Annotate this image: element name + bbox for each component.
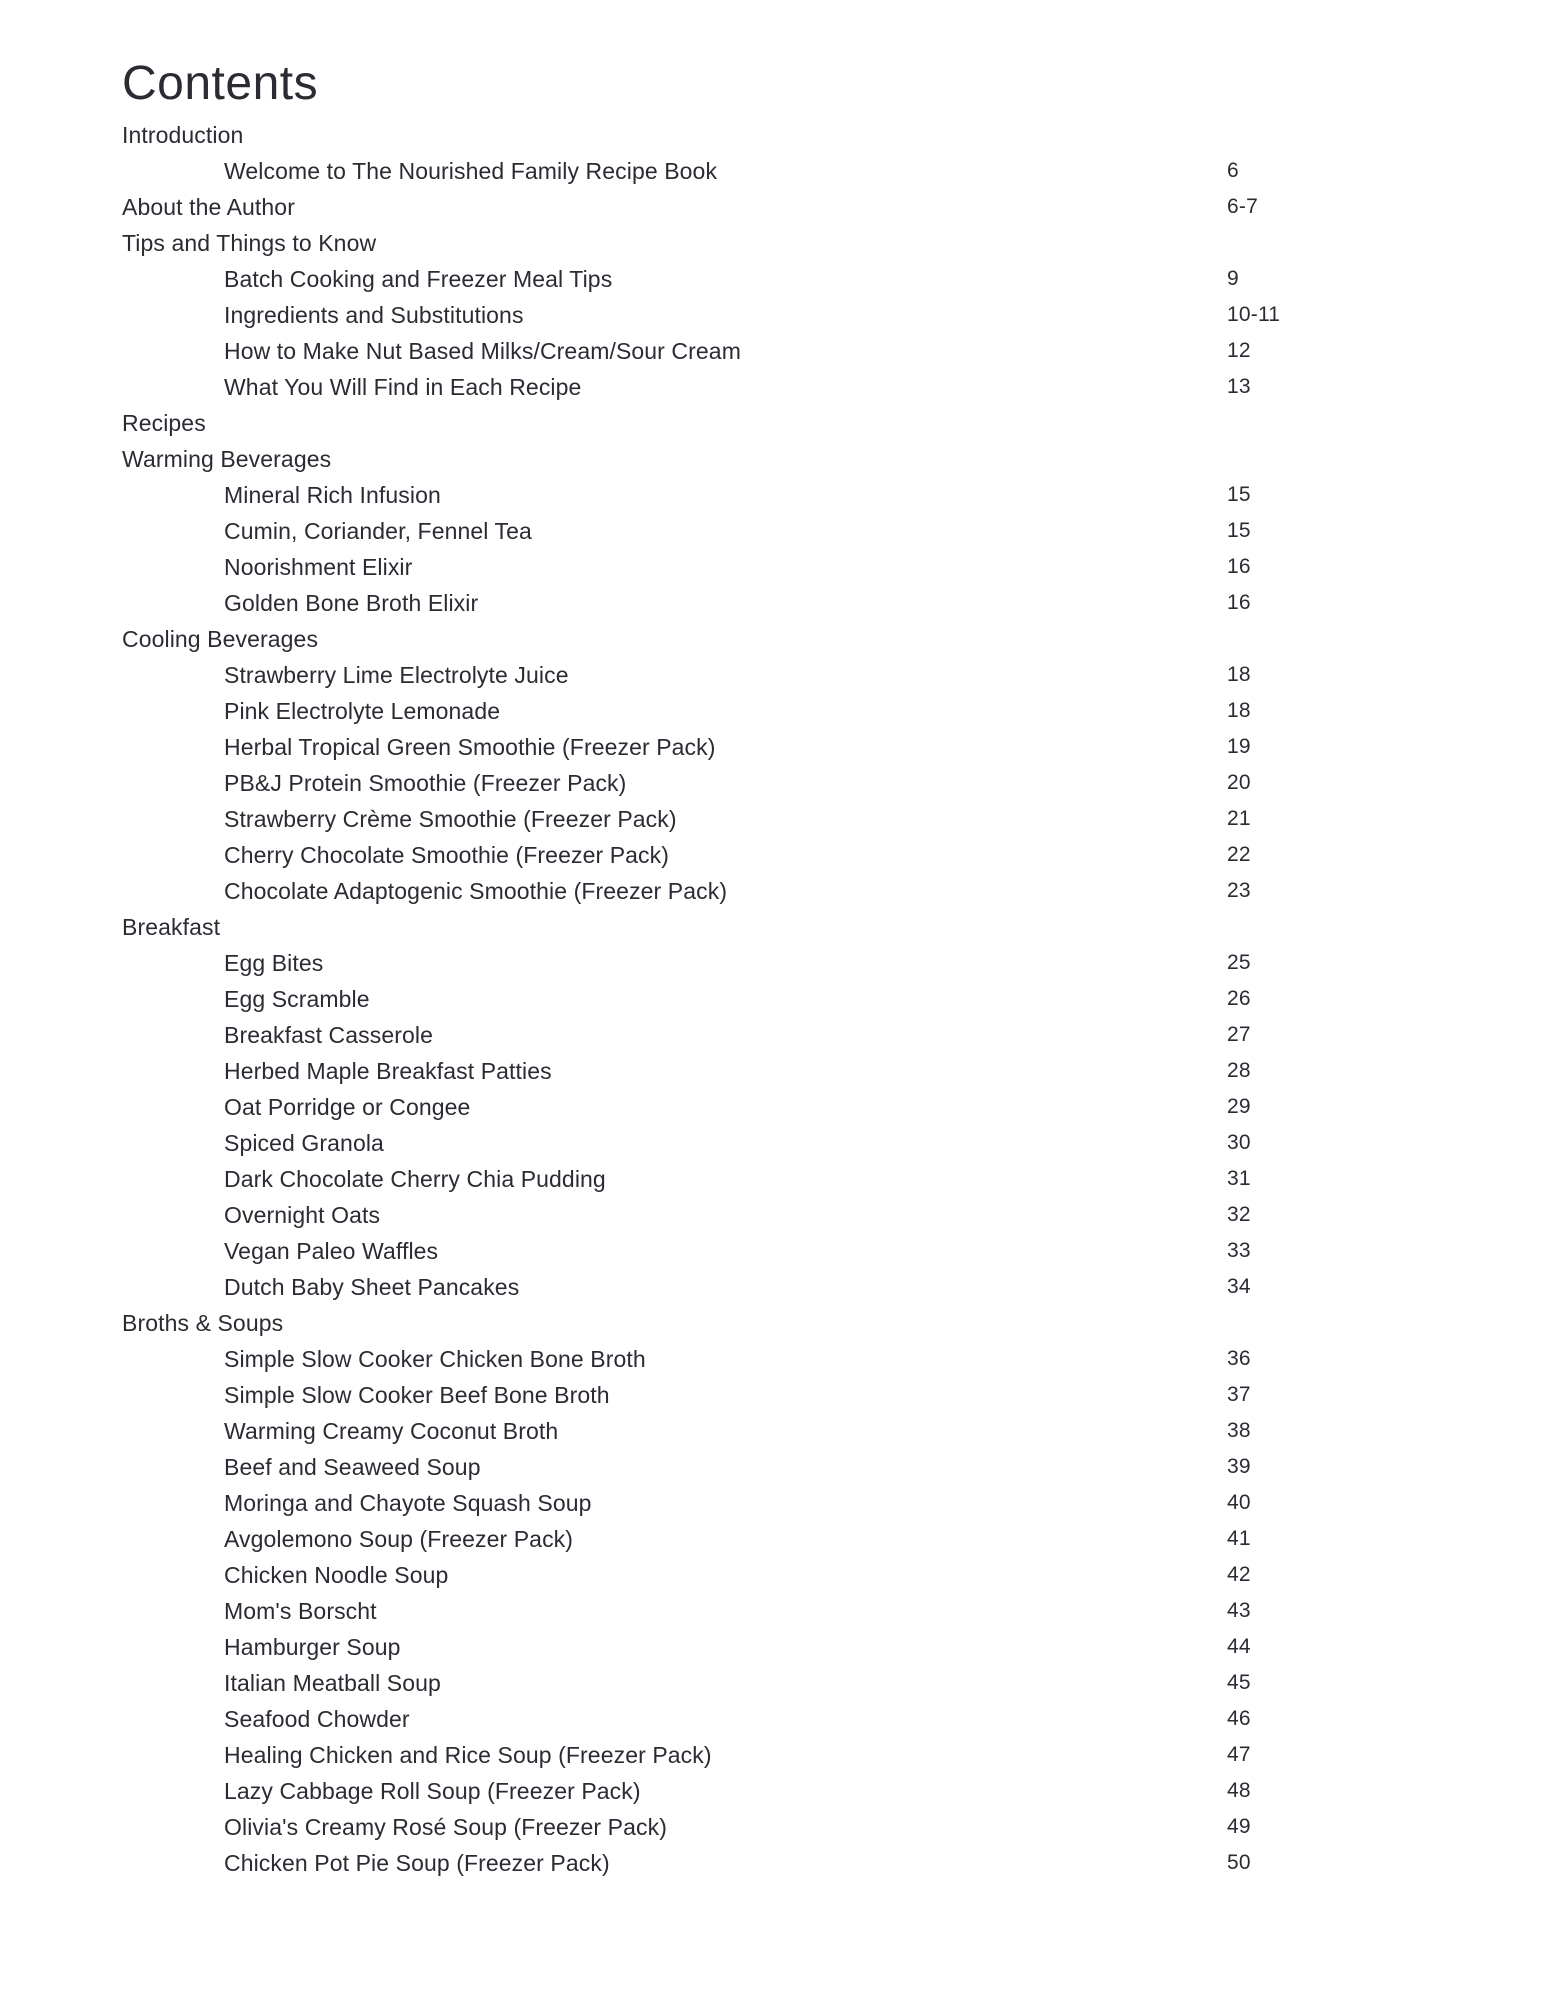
toc-entry-row[interactable] xyxy=(122,333,1395,369)
toc-entry-row[interactable] xyxy=(122,1269,1395,1305)
toc-page-number: 18 xyxy=(1227,662,1251,686)
toc-entry-label: Recipes xyxy=(122,409,206,436)
toc-page-number: 48 xyxy=(1227,1778,1251,1802)
toc-page-number: 22 xyxy=(1227,842,1251,866)
toc-entry-row[interactable] xyxy=(122,801,1395,837)
toc-page-number: 29 xyxy=(1227,1094,1251,1118)
toc-entry-label: Dutch Baby Sheet Pancakes xyxy=(224,1273,520,1300)
toc-page-number: 25 xyxy=(1227,950,1251,974)
toc-entry-label: Cooling Beverages xyxy=(122,625,319,652)
toc-entry-label: Oat Porridge or Congee xyxy=(224,1093,471,1120)
toc-entry-label: Egg Bites xyxy=(224,949,324,976)
toc-entry-label: How to Make Nut Based Milks/Cream/Sour Cream xyxy=(224,337,741,364)
toc-entry-label: Herbed Maple Breakfast Patties xyxy=(224,1057,552,1084)
toc-entry-label: Chocolate Adaptogenic Smoothie (Freezer Pack) xyxy=(224,877,728,904)
toc-page-number: 47 xyxy=(1227,1742,1251,1766)
toc-entry-label: Moringa and Chayote Squash Soup xyxy=(224,1489,592,1516)
toc-entry-row[interactable] xyxy=(122,1557,1395,1593)
toc-entry-row[interactable] xyxy=(122,513,1395,549)
toc-entry-row[interactable] xyxy=(122,1593,1395,1629)
toc-entry-row[interactable] xyxy=(122,729,1395,765)
toc-entry-label: Simple Slow Cooker Chicken Bone Broth xyxy=(224,1345,646,1372)
toc-entry-label: Strawberry Lime Electrolyte Juice xyxy=(224,661,569,688)
toc-entry-label: Golden Bone Broth Elixir xyxy=(224,589,479,616)
toc-entry-row[interactable] xyxy=(122,1233,1395,1269)
toc-entry-row[interactable] xyxy=(122,1341,1395,1377)
toc-entry-label: Noorishment Elixir xyxy=(224,553,413,580)
toc-entry-row[interactable] xyxy=(122,1125,1395,1161)
toc-page-number: 16 xyxy=(1227,554,1251,578)
toc-entry-row[interactable] xyxy=(122,1413,1395,1449)
toc-section-row[interactable] xyxy=(122,621,1395,657)
toc-page-number: 10-11 xyxy=(1227,302,1281,326)
toc-page-number: 33 xyxy=(1227,1238,1251,1262)
toc-page-number: 44 xyxy=(1227,1634,1251,1658)
toc-entry-label: Italian Meatball Soup xyxy=(224,1669,441,1696)
toc-entry-row[interactable] xyxy=(122,1845,1395,1881)
toc-section-row[interactable] xyxy=(122,117,1395,153)
toc-entry-label: Pink Electrolyte Lemonade xyxy=(224,697,501,724)
toc-page-number: 12 xyxy=(1227,338,1251,362)
toc-page-number: 32 xyxy=(1227,1202,1251,1226)
toc-entry-row[interactable] xyxy=(122,1773,1395,1809)
toc-entry-label: Breakfast Casserole xyxy=(224,1021,433,1048)
toc-entry-row[interactable] xyxy=(122,1701,1395,1737)
toc-section-row[interactable] xyxy=(122,1305,1395,1341)
toc-page-number: 39 xyxy=(1227,1454,1251,1478)
toc-page-number: 40 xyxy=(1227,1490,1251,1514)
toc-section-row[interactable] xyxy=(122,441,1395,477)
toc-page-number: 27 xyxy=(1227,1022,1251,1046)
toc-entry-label: Spiced Granola xyxy=(224,1129,384,1156)
toc-entry-label: Cumin, Coriander, Fennel Tea xyxy=(224,517,532,544)
toc-page-number: 49 xyxy=(1227,1814,1251,1838)
toc-entry-label: Hamburger Soup xyxy=(224,1633,401,1660)
toc-entry-row[interactable] xyxy=(122,1197,1395,1233)
toc-entry-row[interactable] xyxy=(122,945,1395,981)
toc-entry-label: Herbal Tropical Green Smoothie (Freezer Pack) xyxy=(224,733,716,760)
toc-page-number: 42 xyxy=(1227,1562,1251,1586)
toc-page-number: 20 xyxy=(1227,770,1251,794)
toc-section-row[interactable] xyxy=(122,225,1395,261)
toc-page-number: 31 xyxy=(1227,1166,1251,1190)
toc-entry-label: Dark Chocolate Cherry Chia Pudding xyxy=(224,1165,606,1192)
toc-section-row[interactable] xyxy=(122,909,1395,945)
toc-entry-row[interactable] xyxy=(122,1017,1395,1053)
toc-page-number: 6-7 xyxy=(1227,194,1258,218)
toc-page-number: 50 xyxy=(1227,1850,1251,1874)
toc-page-number: 13 xyxy=(1227,374,1251,398)
toc-entry-label: Overnight Oats xyxy=(224,1201,381,1228)
toc-entry-label: Chicken Noodle Soup xyxy=(224,1561,449,1588)
toc-entry-row[interactable] xyxy=(122,1089,1395,1125)
toc-entry-label: Warming Creamy Coconut Broth xyxy=(224,1417,559,1444)
toc-entry-label: Introduction xyxy=(122,121,244,148)
toc-entry-label: Batch Cooking and Freezer Meal Tips xyxy=(224,265,613,292)
toc-page-number: 19 xyxy=(1227,734,1251,758)
toc-page-number: 26 xyxy=(1227,986,1251,1010)
toc-page-number: 18 xyxy=(1227,698,1251,722)
toc-section-row[interactable] xyxy=(122,405,1395,441)
toc-entry-row[interactable] xyxy=(122,297,1395,333)
toc-entry-row[interactable] xyxy=(122,153,1395,189)
toc-entry-label: Simple Slow Cooker Beef Bone Broth xyxy=(224,1381,610,1408)
toc-page-number: 34 xyxy=(1227,1274,1251,1298)
toc-entry-row[interactable] xyxy=(122,765,1395,801)
toc-entry-label: Warming Beverages xyxy=(122,445,332,472)
toc-entry-row[interactable] xyxy=(122,693,1395,729)
toc-page-number: 6 xyxy=(1227,158,1239,182)
toc-entry-row[interactable] xyxy=(122,477,1395,513)
toc-entry-label: Chicken Pot Pie Soup (Freezer Pack) xyxy=(224,1849,610,1876)
toc-entry-row[interactable] xyxy=(122,1053,1395,1089)
toc-entry-label: Avgolemono Soup (Freezer Pack) xyxy=(224,1525,574,1552)
toc-page-number: 15 xyxy=(1227,482,1251,506)
toc-page-number: 9 xyxy=(1227,266,1239,290)
toc-entry-row[interactable] xyxy=(122,585,1395,621)
toc-page-number: 15 xyxy=(1227,518,1251,542)
toc-entry-row[interactable] xyxy=(122,1629,1395,1665)
toc-section-row[interactable] xyxy=(122,189,1395,225)
table-of-contents-list xyxy=(122,117,1395,1881)
toc-entry-row[interactable] xyxy=(122,1161,1395,1197)
toc-entry-label: What You Will Find in Each Recipe xyxy=(224,373,582,400)
toc-entry-label: Welcome to The Nourished Family Recipe Book xyxy=(224,157,718,184)
toc-entry-row[interactable] xyxy=(122,1665,1395,1701)
toc-entry-row[interactable] xyxy=(122,1521,1395,1557)
page-title: Contents xyxy=(122,57,319,110)
toc-page-number: 38 xyxy=(1227,1418,1251,1442)
toc-page-number: 36 xyxy=(1227,1346,1251,1370)
toc-entry-row[interactable] xyxy=(122,873,1395,909)
toc-entry-label: Healing Chicken and Rice Soup (Freezer Pack) xyxy=(224,1741,712,1768)
toc-page-number: 28 xyxy=(1227,1058,1251,1082)
toc-page-number: 43 xyxy=(1227,1598,1251,1622)
toc-entry-row[interactable] xyxy=(122,657,1395,693)
toc-entry-row[interactable] xyxy=(122,1485,1395,1521)
toc-entry-row[interactable] xyxy=(122,1809,1395,1845)
toc-page-number: 37 xyxy=(1227,1382,1251,1406)
toc-page-number: 45 xyxy=(1227,1670,1251,1694)
toc-entry-label: Olivia's Creamy Rosé Soup (Freezer Pack) xyxy=(224,1813,667,1840)
toc-entry-row[interactable] xyxy=(122,1377,1395,1413)
toc-entry-label: Mom's Borscht xyxy=(224,1597,377,1624)
toc-entry-label: Strawberry Crème Smoothie (Freezer Pack) xyxy=(224,805,677,832)
toc-page-number: 30 xyxy=(1227,1130,1251,1154)
toc-page-number: 16 xyxy=(1227,590,1251,614)
toc-entry-label: Seafood Chowder xyxy=(224,1705,410,1732)
toc-entry-label: Lazy Cabbage Roll Soup (Freezer Pack) xyxy=(224,1777,641,1804)
toc-page-number: 41 xyxy=(1227,1526,1251,1550)
toc-entry-row[interactable] xyxy=(122,981,1395,1017)
toc-entry-label: Egg Scramble xyxy=(224,985,370,1012)
toc-entry-label: Mineral Rich Infusion xyxy=(224,481,441,508)
toc-entry-label: Breakfast xyxy=(122,913,221,940)
toc-page-number: 21 xyxy=(1227,806,1251,830)
toc-entry-row[interactable] xyxy=(122,549,1395,585)
toc-entry-label: About the Author xyxy=(122,193,295,220)
toc-entry-row[interactable] xyxy=(122,1449,1395,1485)
toc-entry-label: PB&J Protein Smoothie (Freezer Pack) xyxy=(224,769,627,796)
toc-entry-label: Tips and Things to Know xyxy=(122,229,377,256)
toc-entry-row[interactable] xyxy=(122,837,1395,873)
toc-entry-row[interactable] xyxy=(122,261,1395,297)
toc-entry-label: Cherry Chocolate Smoothie (Freezer Pack) xyxy=(224,841,669,868)
toc-entry-label: Vegan Paleo Waffles xyxy=(224,1237,439,1264)
toc-page-number: 46 xyxy=(1227,1706,1251,1730)
toc-entry-row[interactable] xyxy=(122,1737,1395,1773)
toc-entry-label: Broths & Soups xyxy=(122,1309,284,1336)
toc-page-number: 23 xyxy=(1227,878,1251,902)
toc-entry-label: Beef and Seaweed Soup xyxy=(224,1453,481,1480)
toc-entry-label: Ingredients and Substitutions xyxy=(224,301,524,328)
toc-entry-row[interactable] xyxy=(122,369,1395,405)
